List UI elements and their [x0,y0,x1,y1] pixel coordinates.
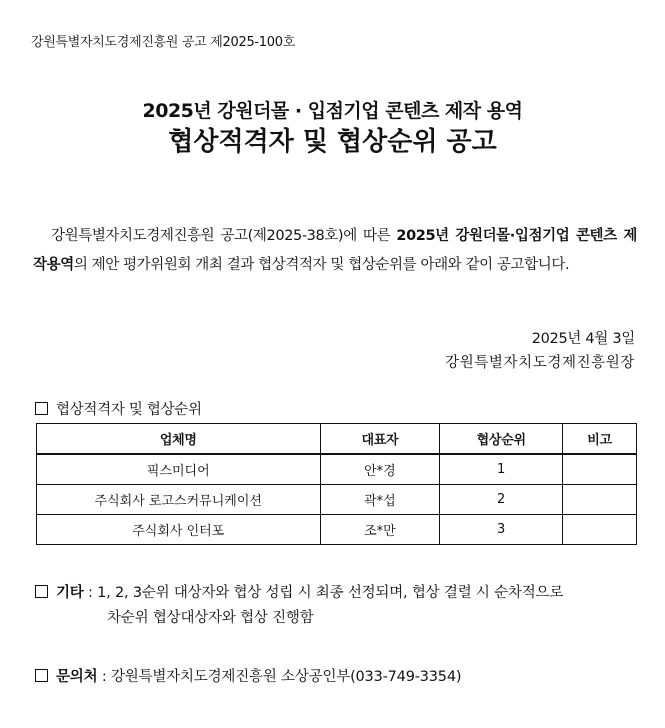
column-header-remarks: 비고 [563,424,637,455]
etc-section [35,581,640,631]
checkbox-square-icon [35,402,48,415]
checkbox-square-icon [35,669,48,682]
contact-info: 강원특별자치도경제진흥원 소상공인부(033-749-3354) [110,669,462,685]
rank: 1 [440,454,563,485]
contact-section [35,665,461,686]
checkbox-square-icon [35,585,48,598]
announcement-body [33,222,637,280]
section-heading [35,398,202,419]
etc-line-1: 1, 2, 3순위 대상자와 협상 성립 시 최종 선정되며, 협상 결렬 시 순차적으로 [97,585,564,601]
section-heading-label: 협상적격자 및 협상순위 [56,402,202,418]
column-header-company: 업체명 [37,424,321,455]
remarks [563,454,637,485]
table-header-row [37,424,637,455]
table-row [37,515,637,545]
etc-separator: : [88,585,93,601]
representative: 안*경 [320,454,440,485]
etc-label: 기타 [56,585,84,601]
result-table [36,423,637,545]
contact-separator: : [101,669,107,685]
announcement-date: 2025년 4월 3일 [531,331,635,347]
notice-number: 강원특별자치도경제진흥원 공고 제2025-100호 [31,35,295,50]
body-part-1: 강원특별자치도경제진흥원 공고(제2025-38호)에 따른 [51,228,397,244]
company-name: 주식회사 인터포 [37,515,321,545]
project-name: 2025년 강원더몰·입점기업 콘텐츠 제작용역 [33,228,637,273]
body-part-2: 의 제안 평가위원회 개최 결과 협상격적자 및 협상순위를 아래와 같이 공고합니다. [73,257,570,273]
title-line-1: 2025년 강원더몰 · 입점기업 콘텐츠 제작 용역 [142,100,523,122]
contact-label: 문의처 [56,669,98,685]
company-name: 픽스미디어 [37,454,321,485]
column-header-rank: 협상순위 [440,424,563,455]
representative: 곽*섭 [320,485,440,515]
title-line-2: 협상적격자 및 협상순위 공고 [168,127,497,157]
column-header-representative: 대표자 [320,424,440,455]
issuer-name: 강원특별자치도경제진흥원장 [445,355,635,371]
rank: 2 [440,485,563,515]
company-name: 주식회사 로고스커뮤니케이션 [37,485,321,515]
table-row [37,485,637,515]
remarks [563,515,637,545]
remarks [563,485,637,515]
representative: 조*만 [320,515,440,545]
table-row [37,454,637,485]
rank: 3 [440,515,563,545]
etc-line-2: 차순위 협상대상자와 협상 진행함 [107,610,314,626]
